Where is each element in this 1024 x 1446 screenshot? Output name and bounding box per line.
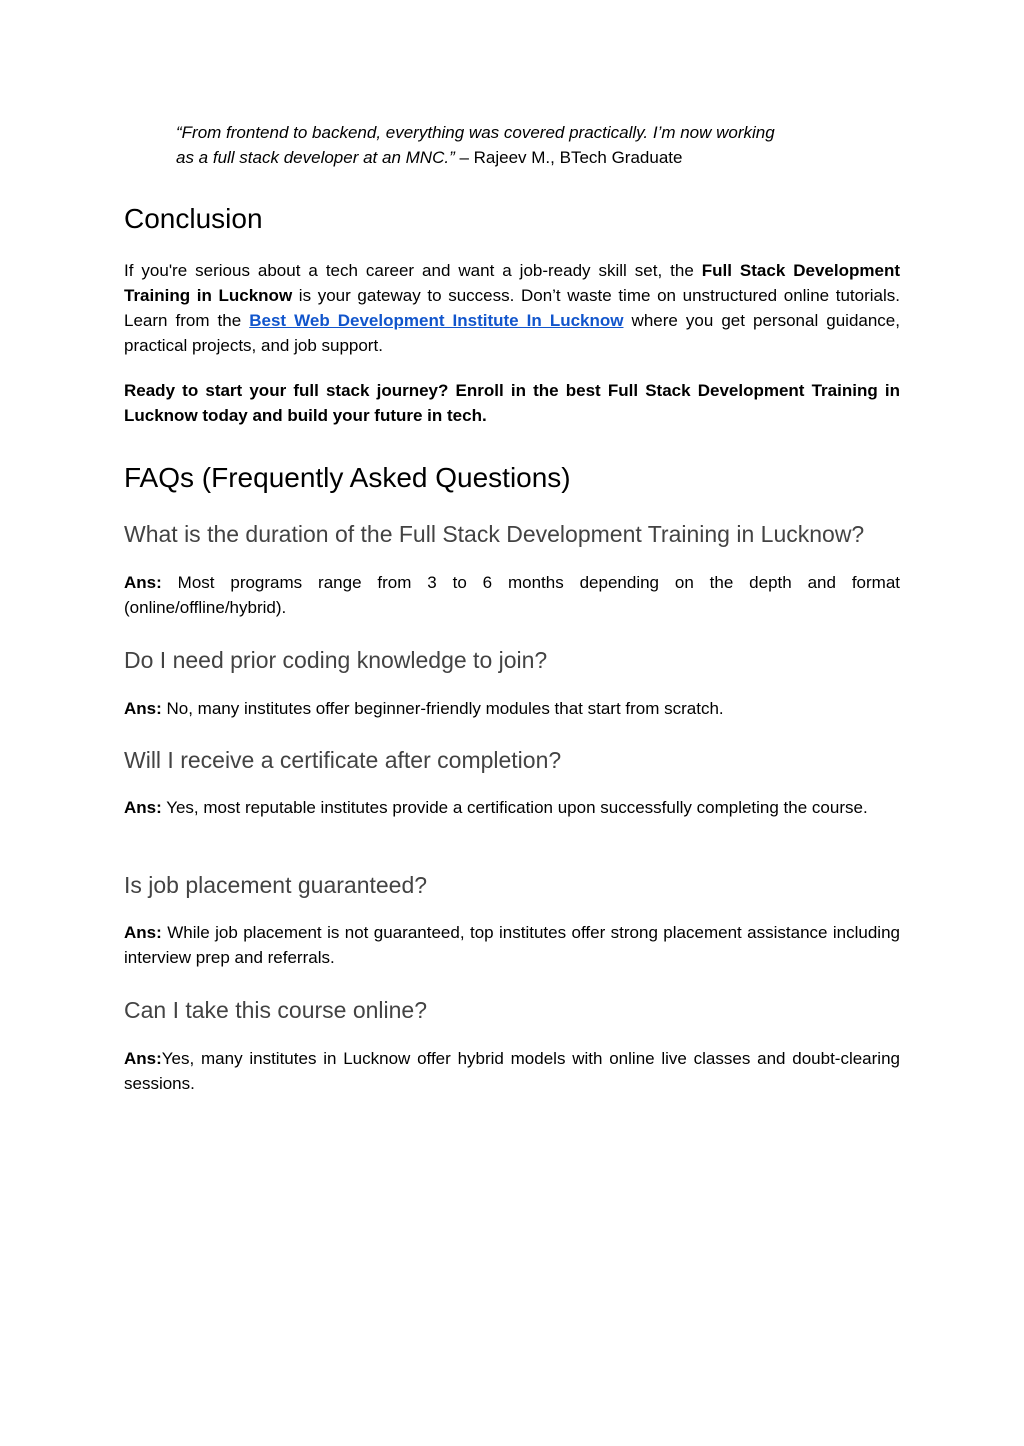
faq-answer <box>124 1046 900 1096</box>
faq-item <box>124 519 900 549</box>
faq-answer <box>124 696 900 721</box>
faq-answer-text: Yes, most reputable institutes provide a certification upon successfully completing the course. <box>161 798 868 817</box>
cta-text: Ready to start your full stack journey? Enroll in the best Full Stack Development Training in Lucknow today and build your future in tech. <box>124 381 900 425</box>
conclusion-paragraph <box>124 258 900 358</box>
faq-heading-block <box>124 461 900 495</box>
faq-answer-block <box>124 920 900 970</box>
conclusion-text-1: If you're serious about a tech career and want a job-ready skill set, the <box>124 261 702 280</box>
testimonial-quote <box>176 120 856 170</box>
faq-answer <box>124 920 900 970</box>
conclusion-heading: Conclusion <box>124 203 263 234</box>
conclusion-paragraph-block <box>124 258 900 358</box>
faq-answer-block <box>124 1046 900 1096</box>
faq-question: Do I need prior coding knowledge to join? <box>124 647 548 673</box>
faq-answer-block <box>124 795 900 820</box>
faq-answer-block <box>124 696 900 721</box>
faq-heading: FAQs (Frequently Asked Questions) <box>124 462 571 493</box>
faq-item <box>124 995 900 1025</box>
faq-item <box>124 745 900 775</box>
best-web-development-institute-link[interactable]: Best Web Development Institute In Lucknow <box>249 311 624 330</box>
testimonial-text-line2: as a full stack developer at an MNC.” <box>176 148 455 167</box>
faq-question: Is job placement guaranteed? <box>124 872 428 898</box>
testimonial-attribution: – Rajeev M., BTech Graduate <box>454 148 683 167</box>
testimonial-text-line1: “From frontend to backend, everything was covered practically. I’m now working <box>176 123 775 142</box>
cta-paragraph <box>124 378 900 428</box>
faq-answer <box>124 795 900 820</box>
conclusion-text-2: is your gateway to success. Don’t waste time on unstructured online tutorials. Learn from the <box>124 286 901 330</box>
ans-label: Ans: <box>124 699 162 718</box>
faq-answer-text: While job placement is not guaranteed, top institutes offer strong placement assistance including interview prep and referrals. <box>124 923 900 967</box>
faq-answer-text: Yes, many institutes in Lucknow offer hybrid models with online live classes and doubt-clearing sessions. <box>124 1049 900 1093</box>
faq-question: Will I receive a certificate after completion? <box>124 747 562 773</box>
faq-answer-block <box>124 570 900 620</box>
ans-label: Ans: <box>124 1049 162 1068</box>
cta-block <box>124 378 900 428</box>
faq-item <box>124 870 900 900</box>
faq-question: What is the duration of the Full Stack Development Training in Lucknow? <box>124 521 865 547</box>
faq-answer <box>124 570 900 620</box>
ans-label: Ans: <box>124 923 162 942</box>
ans-label: Ans: <box>124 798 162 817</box>
faq-answer-text: Most programs range from 3 to 6 months depending on the depth and format (online/offline/hybrid). <box>124 573 900 617</box>
faq-item <box>124 645 900 675</box>
conclusion-bold-keyword: Full Stack Development Training in Lucknow <box>124 261 900 305</box>
faq-question: Can I take this course online? <box>124 997 428 1023</box>
faq-answer-text: No, many institutes offer beginner-friendly modules that start from scratch. <box>161 699 724 718</box>
ans-label: Ans: <box>124 573 162 592</box>
conclusion-text-3: where you get personal guidance, practical projects, and job support. <box>124 311 900 355</box>
conclusion-heading-block <box>124 202 900 236</box>
